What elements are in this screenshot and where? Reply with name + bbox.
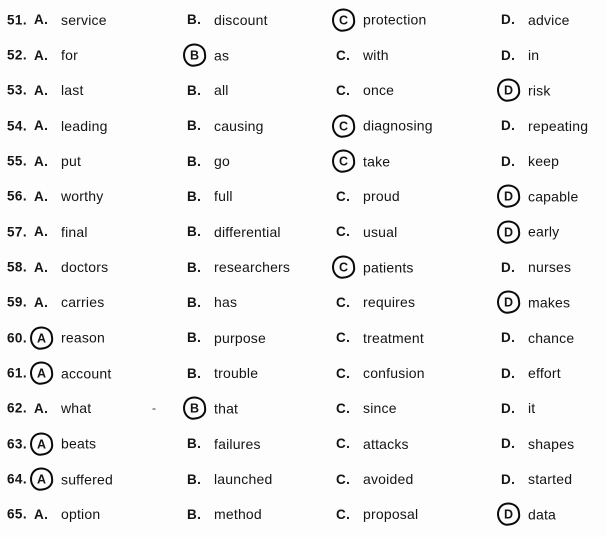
option-letter: D [503, 189, 514, 204]
option-c [336, 330, 424, 346]
option-text: requires [363, 294, 416, 311]
option-text: as [214, 47, 230, 64]
option-letter-area [501, 79, 528, 102]
option-text: since [363, 400, 397, 417]
option-letter-area [336, 189, 363, 204]
option-text: account [61, 365, 112, 382]
option-d [501, 47, 539, 63]
option-text: failures [214, 435, 261, 452]
option-b [187, 397, 238, 420]
answer-circle [496, 219, 522, 245]
question-row [0, 461, 607, 496]
option-letter: C [338, 260, 349, 275]
option-c [336, 506, 418, 522]
option-letter: C. [336, 294, 351, 310]
option-letter-area [501, 12, 528, 27]
question-number: 53. [7, 82, 27, 98]
option-text: advice [528, 11, 570, 28]
option-b [187, 506, 262, 522]
option-letter-area [34, 507, 61, 522]
option-letter: A. [34, 224, 49, 240]
option-c [336, 47, 389, 63]
option-letter: B. [187, 471, 202, 487]
option-letter: C. [336, 436, 351, 452]
option-text: reason [61, 329, 106, 346]
answer-circle [496, 502, 522, 528]
option-letter-area [501, 472, 528, 487]
option-letter-area [187, 154, 214, 169]
option-a [34, 118, 108, 134]
option-b [187, 259, 290, 275]
option-c [336, 114, 433, 137]
option-text: purpose [214, 329, 266, 346]
answer-circle [331, 254, 357, 280]
option-letter: D. [501, 365, 516, 381]
option-b [187, 12, 268, 28]
option-letter: B [189, 48, 200, 63]
option-letter-area [501, 503, 528, 526]
option-letter: C. [336, 471, 351, 487]
option-letter: C. [336, 82, 351, 98]
option-letter: C. [336, 188, 351, 204]
option-a [34, 468, 113, 491]
option-letter-area [34, 118, 61, 133]
option-text: doctors [61, 259, 109, 276]
option-c [336, 224, 397, 240]
option-letter: B. [187, 153, 202, 169]
question-number: 64. [7, 471, 27, 487]
option-text: nurses [528, 259, 572, 276]
option-text: started [528, 471, 573, 488]
option-d [501, 291, 570, 314]
question-row [0, 355, 607, 390]
option-text: beats [61, 435, 97, 452]
question-number: 57. [7, 224, 27, 240]
option-letter-area [187, 366, 214, 381]
option-letter: A. [34, 47, 49, 63]
option-letter-area [187, 397, 214, 420]
option-text: last [61, 82, 84, 99]
option-b [187, 365, 258, 381]
option-d [501, 79, 551, 102]
option-letter: A [36, 436, 47, 451]
option-d [501, 153, 559, 169]
option-letter: C. [336, 506, 351, 522]
option-a [34, 326, 105, 349]
option-letter: B. [187, 506, 202, 522]
option-text: worthy [61, 188, 104, 205]
option-d [501, 118, 588, 134]
answer-circle [331, 148, 357, 174]
option-b [187, 82, 229, 98]
option-letter: A. [34, 188, 49, 204]
question-row [0, 391, 607, 426]
option-letter-area [34, 224, 61, 239]
option-text: attacks [363, 435, 409, 452]
option-letter-area [501, 436, 528, 451]
question-number: 55. [7, 153, 27, 169]
option-letter: A [36, 366, 47, 381]
option-d [501, 503, 556, 526]
option-letter-area [34, 432, 61, 455]
option-letter: D. [501, 259, 516, 275]
option-text: avoided [363, 471, 414, 488]
option-text: what [61, 400, 92, 417]
option-c [336, 471, 413, 487]
option-letter-area [187, 507, 214, 522]
option-text: chance [528, 329, 575, 346]
answer-circle [182, 42, 208, 68]
option-text: treatment [363, 329, 424, 346]
question-row [0, 214, 607, 249]
option-letter-area [34, 189, 61, 204]
answer-circle [496, 290, 522, 316]
question-row [0, 73, 607, 108]
option-text: usual [363, 223, 398, 240]
option-a [34, 153, 81, 169]
option-letter: C. [336, 224, 351, 240]
option-letter: C. [336, 47, 351, 63]
option-text: service [61, 11, 107, 28]
option-text: trouble [214, 365, 259, 382]
option-letter: D. [501, 12, 516, 28]
option-b [187, 44, 229, 67]
option-c [336, 82, 394, 98]
option-c [336, 150, 390, 173]
question-number: 62. [7, 400, 27, 416]
option-d [501, 185, 578, 208]
option-letter-area [336, 48, 363, 63]
option-letter-area [336, 436, 363, 451]
answer-circle [331, 7, 357, 33]
option-letter: B. [187, 294, 202, 310]
question-row [0, 37, 607, 72]
option-letter-area [501, 185, 528, 208]
question-number: 52. [7, 47, 27, 63]
option-letter: D. [501, 47, 516, 63]
question-row [0, 497, 607, 532]
option-letter: B. [187, 188, 202, 204]
question-number: 65. [7, 506, 27, 522]
option-d [501, 330, 574, 346]
option-letter: D. [501, 436, 516, 452]
option-letter: A. [34, 12, 49, 28]
option-text: method [214, 506, 262, 523]
option-letter: B. [187, 82, 202, 98]
option-text: carries [61, 294, 105, 311]
option-letter-area [187, 189, 214, 204]
question-number: 61. [7, 365, 27, 381]
answer-circle [29, 466, 55, 492]
option-letter-area [336, 507, 363, 522]
answer-circle [29, 325, 55, 351]
question-number: 60. [7, 330, 27, 346]
option-letter-area [34, 401, 61, 416]
option-text: keep [528, 153, 560, 170]
option-text: once [363, 82, 395, 99]
option-letter: A. [34, 294, 49, 310]
option-letter: C [338, 118, 349, 133]
option-letter: C [338, 154, 349, 169]
option-letter-area [336, 295, 363, 310]
option-letter: A. [34, 400, 49, 416]
option-b [187, 224, 281, 240]
option-letter-area [336, 472, 363, 487]
option-text: makes [528, 294, 571, 311]
option-letter-area [336, 224, 363, 239]
question-number: 54. [7, 118, 27, 134]
option-letter-area [34, 468, 61, 491]
option-text: leading [61, 117, 108, 134]
option-letter-area [501, 118, 528, 133]
option-letter-area [34, 326, 61, 349]
question-number: 59. [7, 294, 27, 310]
option-letter-area [34, 83, 61, 98]
option-text: with [363, 47, 389, 64]
option-b [187, 153, 230, 169]
option-letter-area [187, 224, 214, 239]
option-d [501, 436, 574, 452]
option-letter: D [503, 295, 514, 310]
option-letter-area [336, 366, 363, 381]
option-letter: A. [34, 118, 49, 134]
option-letter: B [189, 401, 200, 416]
option-text: option [61, 506, 101, 523]
option-letter-area [187, 118, 214, 133]
option-a [34, 47, 78, 63]
option-d [501, 471, 572, 487]
option-b [187, 436, 261, 452]
option-letter: D [503, 224, 514, 239]
option-letter-area [336, 83, 363, 98]
question-row [0, 426, 607, 461]
option-letter-area [187, 12, 214, 27]
option-letter: C [338, 12, 349, 27]
option-a [34, 506, 100, 522]
question-number: 56. [7, 188, 27, 204]
question-row [0, 179, 607, 214]
stray-pen-mark: - [152, 401, 156, 416]
option-a [34, 188, 103, 204]
option-letter-area [336, 114, 363, 137]
option-letter: D. [501, 400, 516, 416]
answer-circle [331, 113, 357, 139]
option-text: has [214, 294, 238, 311]
option-letter: A. [34, 259, 49, 275]
option-text: for [61, 47, 78, 64]
option-letter-area [501, 260, 528, 275]
option-d [501, 259, 571, 275]
option-letter: B. [187, 259, 202, 275]
option-text: that [214, 400, 239, 417]
option-letter: B. [187, 12, 202, 28]
option-letter: B. [187, 224, 202, 240]
question-row [0, 143, 607, 178]
question-row [0, 285, 607, 320]
option-letter: B. [187, 436, 202, 452]
option-letter: D. [501, 153, 516, 169]
option-letter-area [501, 291, 528, 314]
option-d [501, 220, 559, 243]
option-letter: D. [501, 118, 516, 134]
option-letter-area [501, 48, 528, 63]
question-row [0, 2, 607, 37]
option-a [34, 12, 107, 28]
option-letter: D [503, 507, 514, 522]
option-text: suffered [61, 471, 113, 488]
question-row [0, 320, 607, 355]
option-letter: C. [336, 365, 351, 381]
question-number: 63. [7, 436, 27, 452]
option-letter-area [501, 220, 528, 243]
option-a [34, 294, 104, 310]
question-row [0, 108, 607, 143]
option-letter: D. [501, 330, 516, 346]
option-c [336, 400, 397, 416]
option-text: diagnosing [363, 117, 433, 134]
option-a [34, 400, 91, 416]
option-letter: A. [34, 506, 49, 522]
answer-circle [182, 396, 208, 422]
option-letter-area [34, 48, 61, 63]
option-text: proud [363, 188, 400, 205]
option-letter-area [187, 83, 214, 98]
answer-circle [29, 431, 55, 457]
option-letter: D [503, 83, 514, 98]
option-letter: D. [501, 471, 516, 487]
option-a [34, 259, 108, 275]
option-text: confusion [363, 365, 425, 382]
option-a [34, 362, 111, 385]
option-c [336, 294, 415, 310]
option-b [187, 188, 233, 204]
option-letter: A [36, 330, 47, 345]
option-text: full [214, 188, 233, 205]
option-letter-area [336, 150, 363, 173]
option-letter-area [34, 362, 61, 385]
option-letter-area [336, 330, 363, 345]
option-text: causing [214, 117, 264, 134]
option-text: capable [528, 188, 579, 205]
option-letter-area [34, 260, 61, 275]
option-c [336, 8, 426, 31]
option-a [34, 82, 84, 98]
option-letter-area [336, 256, 363, 279]
answer-circle [29, 360, 55, 386]
option-b [187, 294, 237, 310]
option-text: patients [363, 259, 414, 276]
option-d [501, 400, 535, 416]
option-letter: A. [34, 153, 49, 169]
option-letter-area [187, 260, 214, 275]
option-letter-area [187, 44, 214, 67]
option-letter-area [501, 366, 528, 381]
option-text: all [214, 82, 229, 99]
option-letter: C. [336, 400, 351, 416]
option-letter-area [336, 8, 363, 31]
option-text: protection [363, 11, 427, 28]
option-text: shapes [528, 435, 575, 452]
option-letter: B. [187, 330, 202, 346]
option-b [187, 118, 264, 134]
answer-circle [496, 184, 522, 210]
option-b [187, 471, 272, 487]
option-text: differential [214, 223, 281, 240]
option-letter-area [187, 330, 214, 345]
option-b [187, 330, 266, 346]
option-a [34, 224, 88, 240]
option-letter-area [34, 154, 61, 169]
option-text: researchers [214, 259, 291, 276]
option-text: repeating [528, 117, 589, 134]
option-text: early [528, 223, 560, 240]
option-text: effort [528, 365, 561, 382]
question-number: 51. [7, 12, 27, 28]
option-d [501, 365, 561, 381]
option-text: take [363, 153, 391, 170]
option-letter: A [36, 472, 47, 487]
option-letter-area [34, 12, 61, 27]
option-letter-area [187, 436, 214, 451]
option-letter: B. [187, 118, 202, 134]
option-text: launched [214, 471, 273, 488]
option-text: final [61, 223, 88, 240]
option-c [336, 256, 414, 279]
option-letter-area [501, 154, 528, 169]
option-a [34, 432, 96, 455]
option-text: proposal [363, 506, 419, 523]
option-text: put [61, 153, 82, 170]
option-letter: A. [34, 82, 49, 98]
option-c [336, 188, 400, 204]
option-letter-area [187, 472, 214, 487]
option-c [336, 365, 425, 381]
question-row [0, 249, 607, 284]
answer-circle [496, 78, 522, 104]
question-number: 58. [7, 259, 27, 275]
option-letter-area [187, 295, 214, 310]
option-letter-area [501, 401, 528, 416]
option-letter: B. [187, 365, 202, 381]
option-text: data [528, 506, 557, 523]
option-d [501, 12, 570, 28]
option-c [336, 436, 409, 452]
option-text: it [528, 400, 536, 417]
option-text: discount [214, 11, 268, 28]
option-letter-area [501, 330, 528, 345]
option-letter-area [34, 295, 61, 310]
option-letter: C. [336, 330, 351, 346]
option-letter-area [336, 401, 363, 416]
option-text: go [214, 153, 230, 170]
option-text: in [528, 47, 540, 64]
option-text: risk [528, 82, 551, 99]
